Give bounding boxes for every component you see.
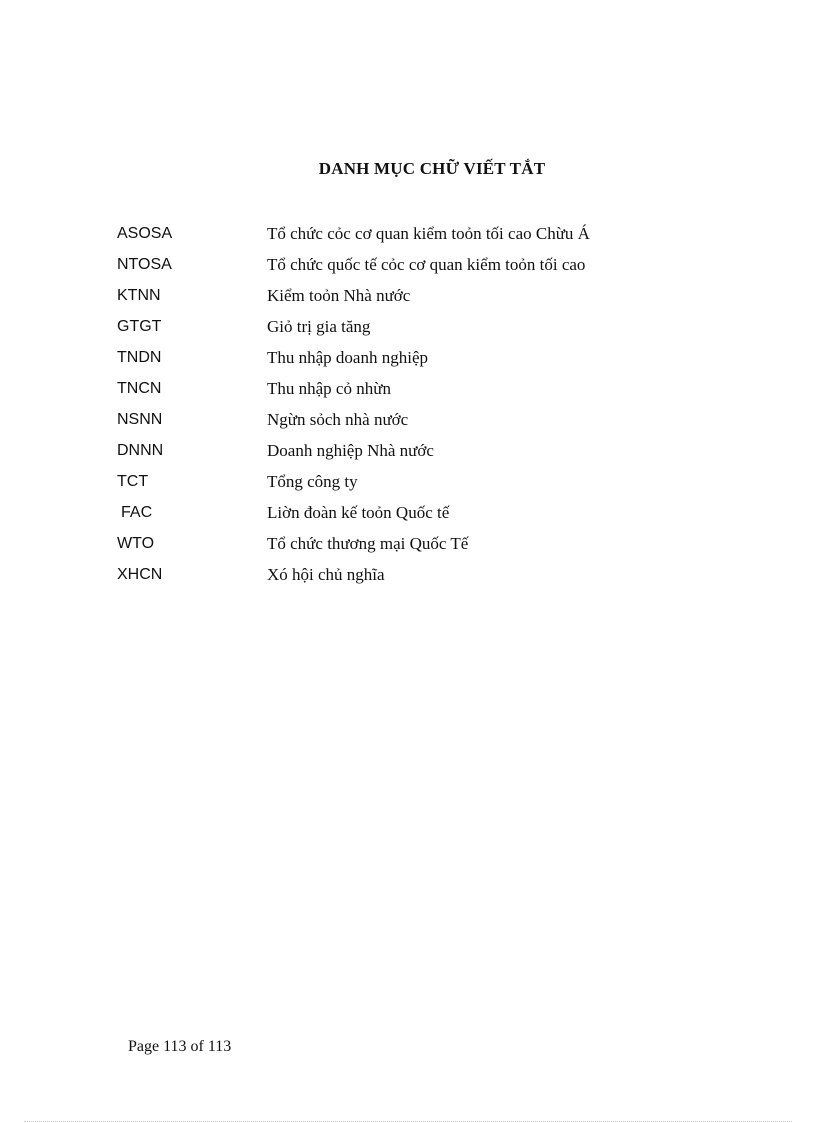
abbreviation-row [117,286,717,317]
abbreviation-code: TCT [117,473,149,490]
abbreviation-row [117,441,717,472]
abbreviation-code: XHCN [117,566,163,583]
page-title: DANH MỤC CHỮ VIẾT TẮT [318,159,546,178]
abbreviation-row [117,503,717,534]
abbreviation-row [117,255,717,286]
abbreviation-meaning: Doanh nghiệp Nhà nước [267,441,434,460]
abbreviation-code: DNNN [117,442,164,459]
abbreviation-meaning: Thu nhập cỏ nhừn [267,379,391,398]
abbreviation-meaning: Tổ chức thương mại Quốc Tế [267,534,469,553]
abbreviation-meaning: Ngừn sỏch nhà nước [267,410,409,429]
abbreviation-row [117,410,717,441]
abbreviation-meaning: Tổ chức cỏc cơ quan kiểm toỏn tối cao Chừu Á [267,224,590,243]
abbreviation-meaning: Tổng công ty [267,472,358,491]
abbreviation-list [117,224,717,596]
abbreviation-meaning: Xó hội chủ nghĩa [267,565,385,584]
abbreviation-row [117,224,717,255]
abbreviation-code: TNDN [117,349,162,366]
abbreviation-code: KTNN [117,287,161,304]
abbreviation-code: FAC [121,504,153,521]
abbreviation-meaning: Tổ chức quốc tế cỏc cơ quan kiểm toỏn tối cao [267,255,586,274]
abbreviation-meaning: Liờn đoàn kế toỏn Quốc tế [267,503,450,522]
abbreviation-row [117,565,717,596]
abbreviation-row [117,348,717,379]
abbreviation-code: NTOSA [117,256,172,273]
abbreviation-row [117,534,717,565]
abbreviation-meaning: Thu nhập doanh nghiệp [267,348,428,367]
abbreviation-row [117,379,717,410]
page-number: Page 113 of 113 [128,1038,232,1055]
abbreviation-meaning: Kiểm toỏn Nhà nước [267,286,411,305]
abbreviation-row [117,317,717,348]
abbreviation-code: NSNN [117,411,163,428]
page-bottom-divider [24,1121,792,1122]
abbreviation-code: WTO [117,535,155,552]
abbreviation-meaning: Giỏ trị gia tăng [267,317,371,336]
abbreviation-code: TNCN [117,380,162,397]
abbreviation-code: GTGT [117,318,162,335]
abbreviation-row [117,472,717,503]
abbreviation-code: ASOSA [117,225,173,242]
